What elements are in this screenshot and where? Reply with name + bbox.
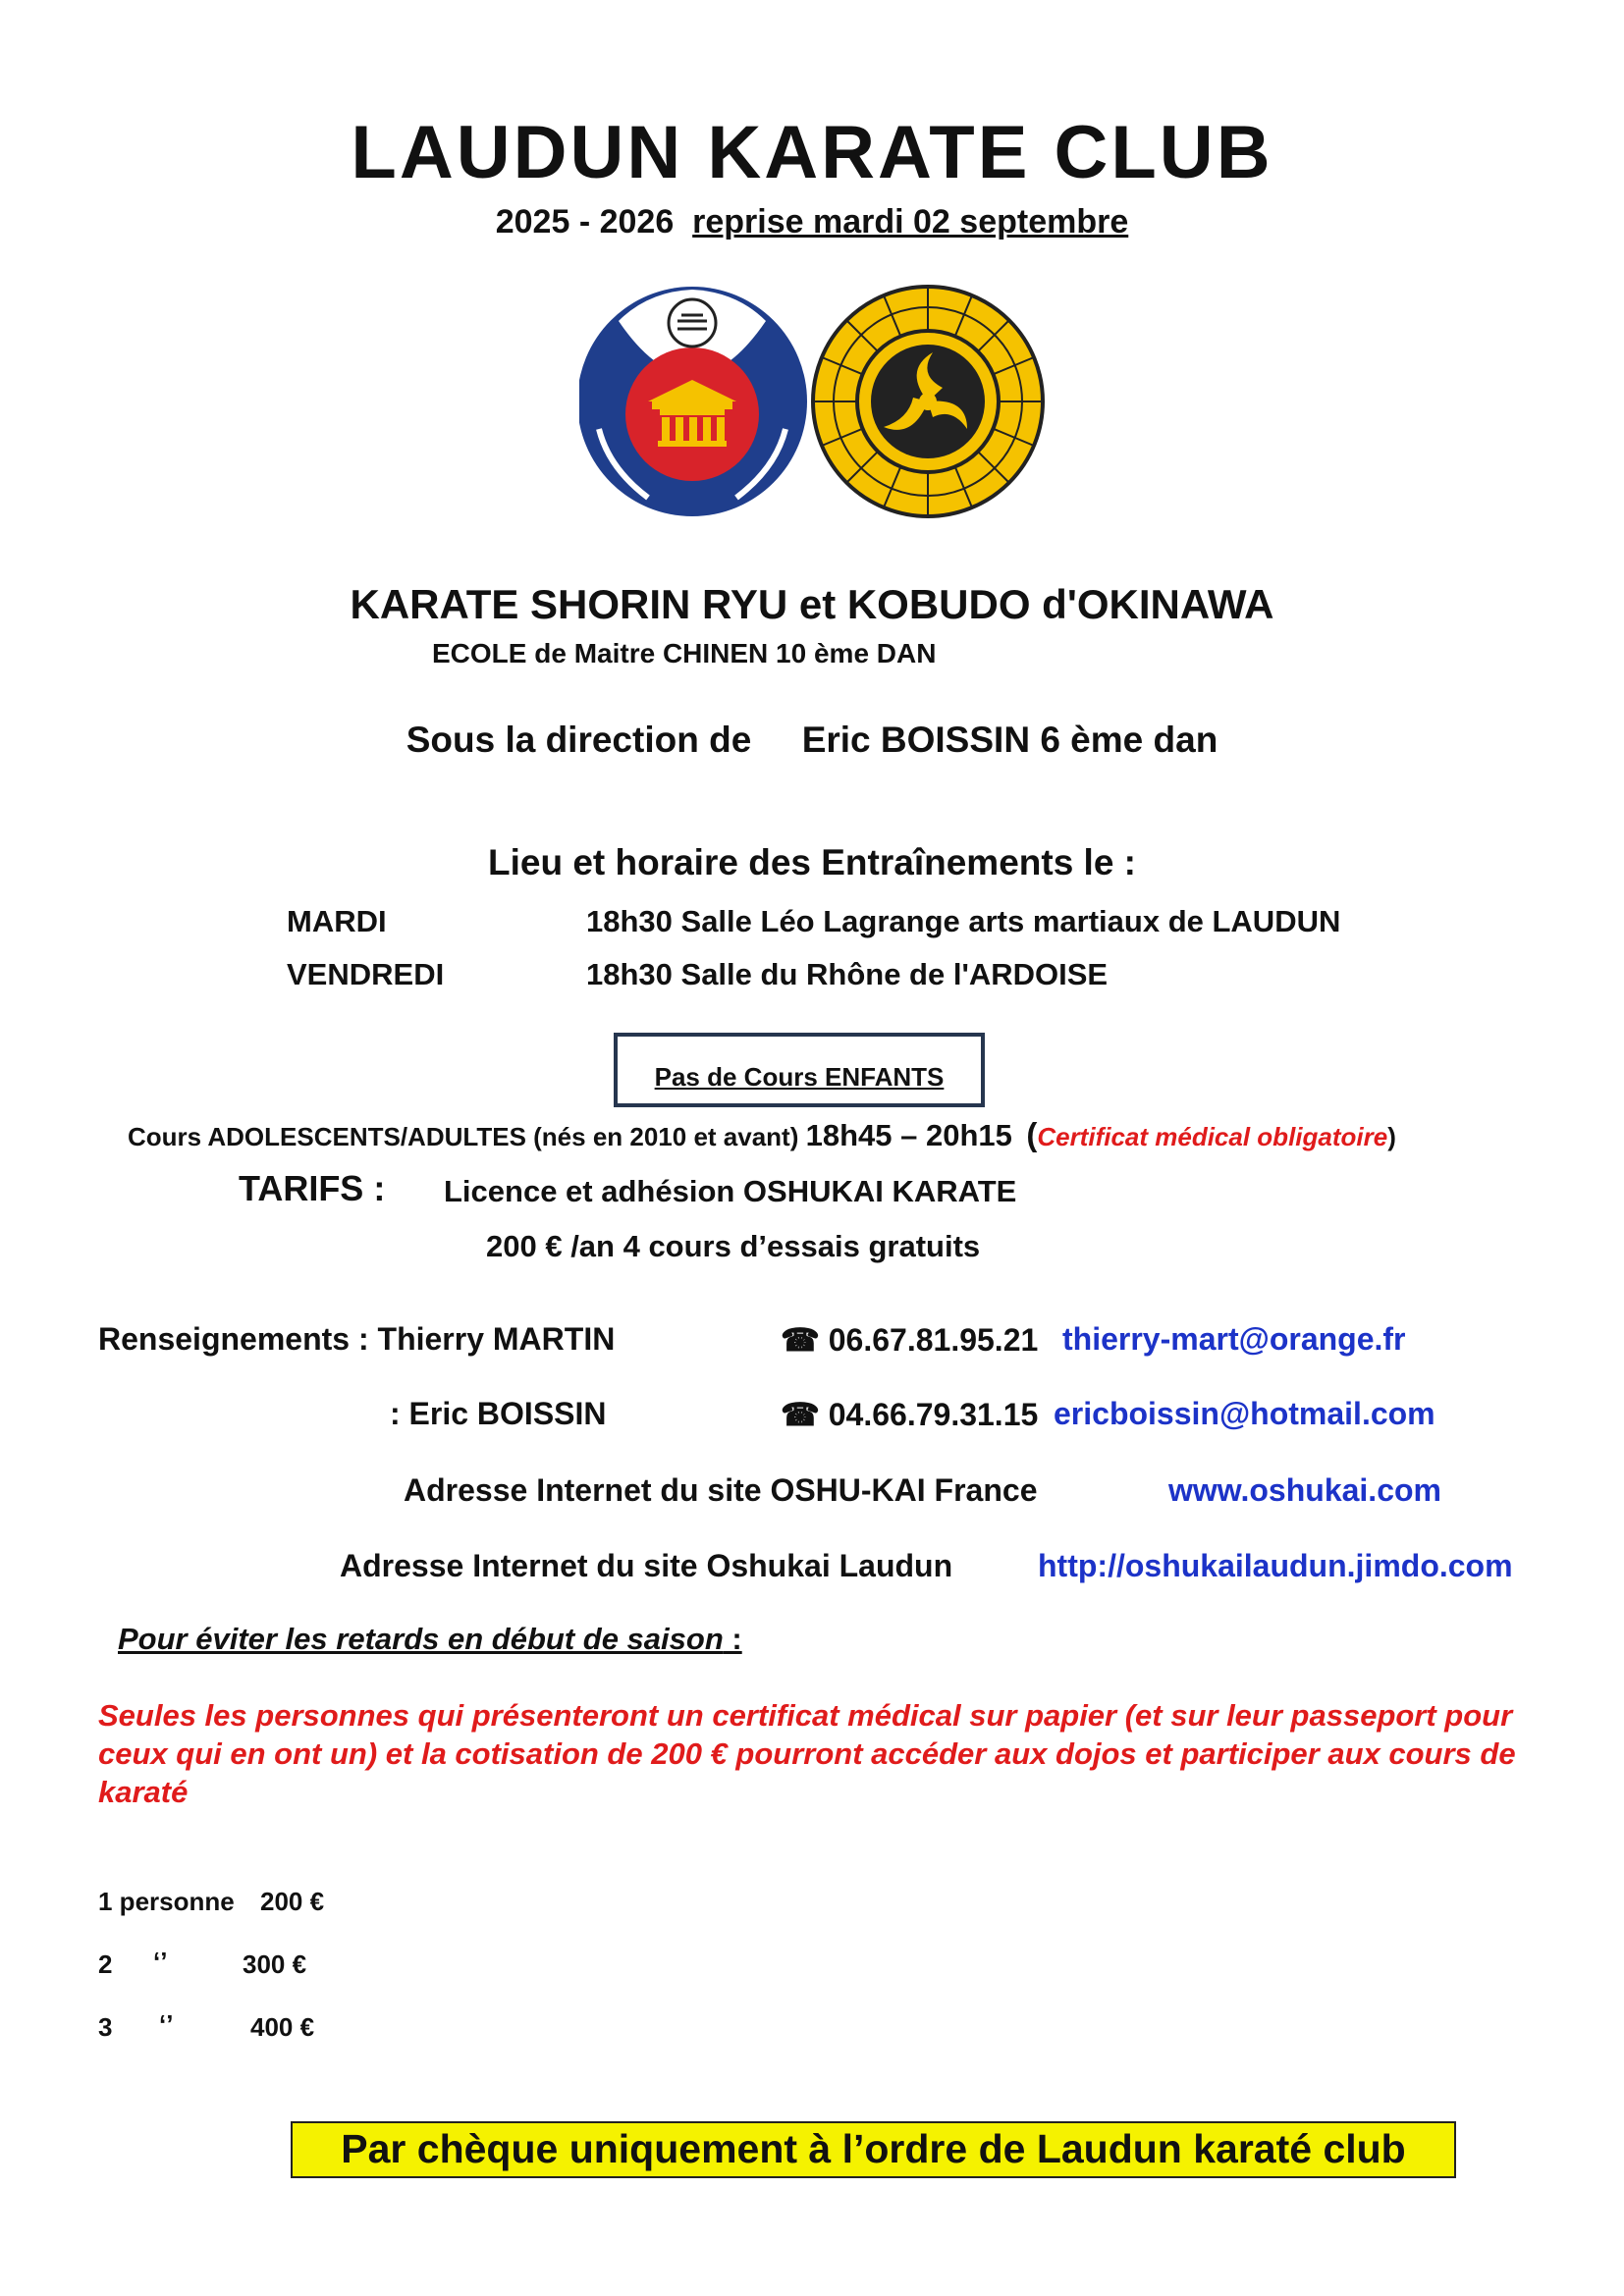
payment-banner: Par chèque uniquement à l’ordre de Laudun karaté club (291, 2121, 1456, 2178)
cours-label: Cours ADOLESCENTS/ADULTES (nés en 2010 et avant) (128, 1122, 799, 1151)
tarifs-label: TARIFS : (239, 1168, 386, 1208)
club-logos (579, 282, 1051, 522)
direction-line (0, 720, 1624, 761)
tarifs-price: 200 € /an 4 cours d’essais gratuits (486, 1229, 981, 1263)
price-ditto: ‘’ (159, 2009, 174, 2039)
cours-time: 18h45 – 20h15 (805, 1118, 1012, 1152)
warning-colon: : (723, 1622, 742, 1656)
warning-title (118, 1622, 742, 1657)
telephone-icon: ☎ (781, 1397, 820, 1432)
phone-number: 06.67.81.95.21 (828, 1322, 1039, 1358)
price-count: 2 (98, 1949, 113, 1979)
schedule-detail: 18h30 Salle du Rhône de l'ARDOISE (586, 957, 1109, 991)
warning-text: Seules les personnes qui présenteront un certificat médical sur papier (et sur leur passeport pour ceux qui en ont un) et la cotisation de 200 € pourront accéder aux dojos et participer aux cours de karaté (98, 1698, 1516, 1809)
email-link[interactable]: ericboissin@hotmail.com (1054, 1396, 1435, 1431)
price-amount: 300 € (243, 1949, 307, 1979)
direction-name: Eric BOISSIN 6 ème dan (801, 720, 1218, 760)
price-amount: 400 € (250, 2012, 315, 2042)
site-link[interactable]: http://oshukailaudun.jimdo.com (1038, 1548, 1513, 1583)
schedule-heading: Lieu et horaire des Entraînements le : (487, 842, 1137, 882)
contact-label: : Eric BOISSIN (390, 1396, 607, 1431)
site-label: Adresse Internet du site OSHU-KAI France (404, 1472, 1038, 1508)
contact-label: Renseignements : Thierry MARTIN (98, 1321, 616, 1357)
site-label: Adresse Internet du site Oshukai Laudun (340, 1548, 953, 1583)
email-link[interactable]: thierry-mart@orange.fr (1062, 1321, 1406, 1357)
price-count: 3 (98, 2012, 113, 2042)
page-title: LAUDUN KARATE CLUB (351, 111, 1273, 194)
contact-phone (781, 1396, 1038, 1433)
site-link[interactable]: www.oshukai.com (1168, 1472, 1441, 1508)
warning-title-text: Pour éviter les retards en début de saison (118, 1622, 724, 1656)
contact-phone (781, 1321, 1038, 1359)
price-amount: 200 € (260, 1887, 325, 1916)
price-ditto: ‘’ (153, 1947, 168, 1976)
cours-line (128, 1116, 1396, 1153)
oshukai-emblem-icon (579, 287, 807, 516)
kobudo-mon-icon (813, 287, 1043, 516)
notice-label: Pas de Cours ENFANTS (654, 1062, 945, 1092)
open-paren: ( (1026, 1116, 1038, 1152)
tarifs-licence: Licence et adhésion OSHUKAI KARATE (444, 1174, 1017, 1208)
schedule-day: MARDI (287, 904, 387, 938)
season-years: 2025 - 2026 (495, 203, 675, 240)
direction-label: Sous la direction de (406, 720, 752, 760)
schedule-detail: 18h30 Salle Léo Lagrange arts martiaux de LAUDUN (586, 904, 1341, 938)
telephone-icon: ☎ (781, 1322, 820, 1358)
price-count: 1 personne (98, 1887, 235, 1916)
discipline-title: KARATE SHORIN RYU et KOBUDO d'OKINAWA (350, 581, 1274, 627)
season-line (0, 203, 1624, 241)
phone-number: 04.66.79.31.15 (828, 1397, 1039, 1432)
close-paren: ) (1387, 1122, 1396, 1151)
reprise-date: reprise mardi 02 septembre (692, 203, 1129, 240)
certificat-note: Certificat médical obligatoire (1037, 1122, 1388, 1151)
ecole-line: ECOLE de Maitre CHINEN 10 ème DAN (432, 638, 937, 668)
schedule-day: VENDREDI (287, 957, 445, 991)
